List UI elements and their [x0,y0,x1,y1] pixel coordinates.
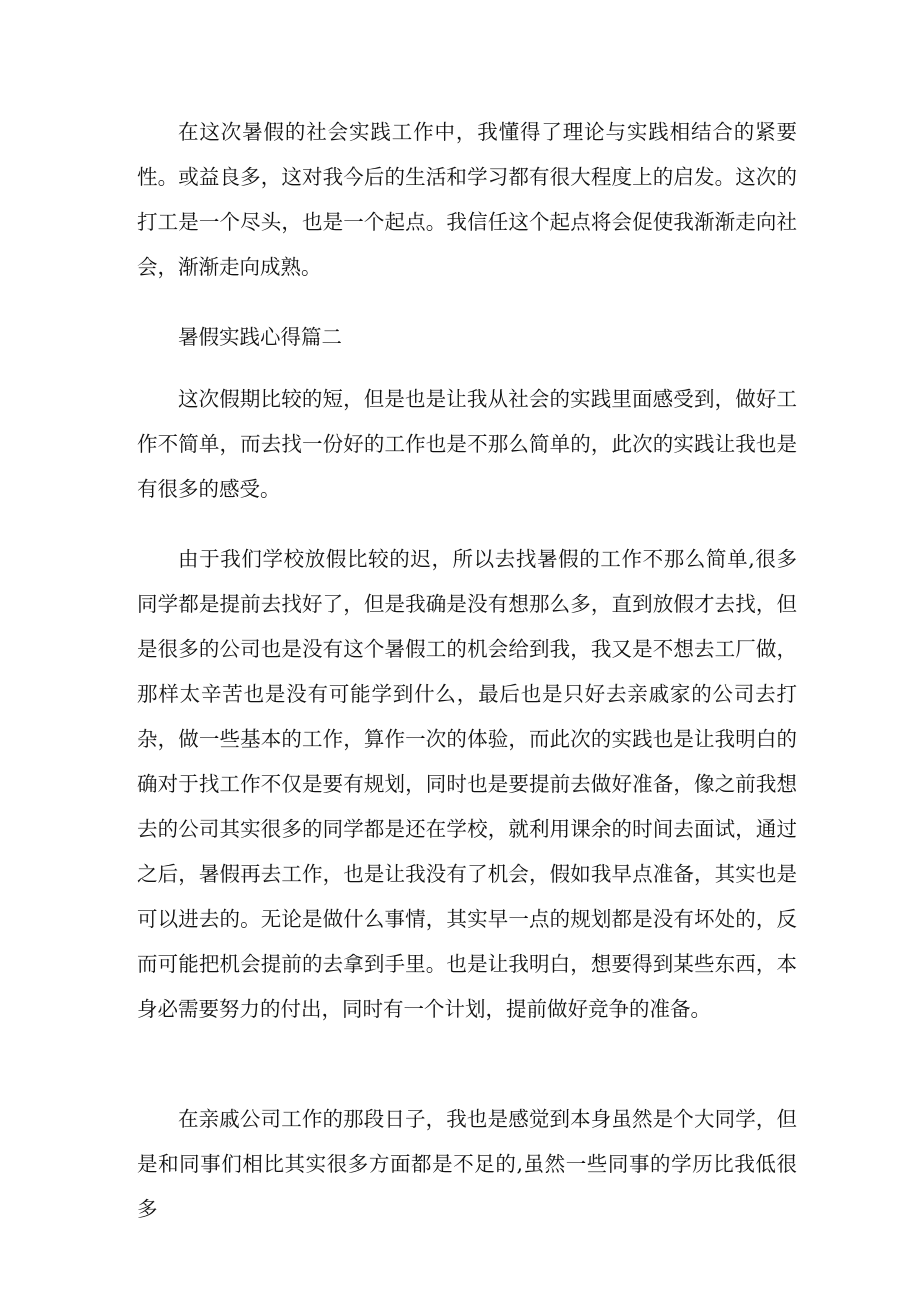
paragraph-line: 在亲戚公司工作的那段日子，我也是感觉到本身虽然是个大同学，但 [178,1107,797,1131]
paragraph-line: 在这次暑假的社会实践工作中，我懂得了理论与实践相结合的紧要 [178,120,797,144]
paragraph-4 [137,1097,797,1221]
paragraph-2 [137,377,797,512]
paragraph-line: 确对于找工作不仅是要有规划，同时也是要提前去做好准备，像之前我想 [137,772,797,796]
paragraph-line: 身必需要努力的付出，同时有一个计划，提前做好竞争的准备。 [137,997,711,1021]
paragraph-line: 是很多的公司也是没有这个暑假工的机会给到我，我又是不想去工厂做， [137,637,797,661]
paragraph-3 [137,537,797,1032]
paragraph-line: 作不简单，而去找一份好的工作也是不那么简单的，此次的实践让我也是 [137,432,797,456]
paragraph-line: 打工是一个尽头，也是一个起点。我信任这个起点将会促使我渐渐走向社 [137,210,797,234]
paragraph-line: 性。或益良多，这对我今后的生活和学习都有很大程度上的启发。这次的 [137,165,797,189]
paragraph-line: 可以进去的。无论是做什么事情，其实早一点的规划都是没有坏处的，反 [137,907,797,931]
paragraph-line: 而可能把机会提前的去拿到手里。也是让我明白，想要得到某些东西，本 [137,952,797,976]
paragraph-line: 杂，做一些基本的工作，算作一次的体验，而此次的实践也是让我明白的 [137,727,797,751]
section-heading: 暑假实践心得篇二 [178,325,342,349]
paragraph-1 [137,110,797,290]
paragraph-line: 有很多的感受。 [137,477,281,501]
paragraph-line: 同学都是提前去找好了，但是我确是没有想那么多，直到放假才去找，但 [137,592,797,616]
paragraph-line: 会，渐渐走向成熟。 [137,255,322,279]
paragraph-line: 那样太辛苦也是没有可能学到什么，最后也是只好去亲戚家的公司去打 [137,682,797,706]
paragraph-line: 由于我们学校放假比较的迟，所以去找暑假的工作不那么简单,很多 [178,547,797,571]
paragraph-line: 这次假期比较的短，但是也是让我从社会的实践里面感受到，做好工 [178,387,797,411]
paragraph-line: 是和同事们相比其实很多方面都是不足的,虽然一些同事的学历比我低很多 [137,1152,797,1221]
paragraph-line: 之后，暑假再去工作，也是让我没有了机会，假如我早点准备，其实也是 [137,862,797,886]
section-heading-block [137,315,797,360]
paragraph-line: 去的公司其实很多的同学都是还在学校，就利用课余的时间去面试，通过 [137,817,797,841]
